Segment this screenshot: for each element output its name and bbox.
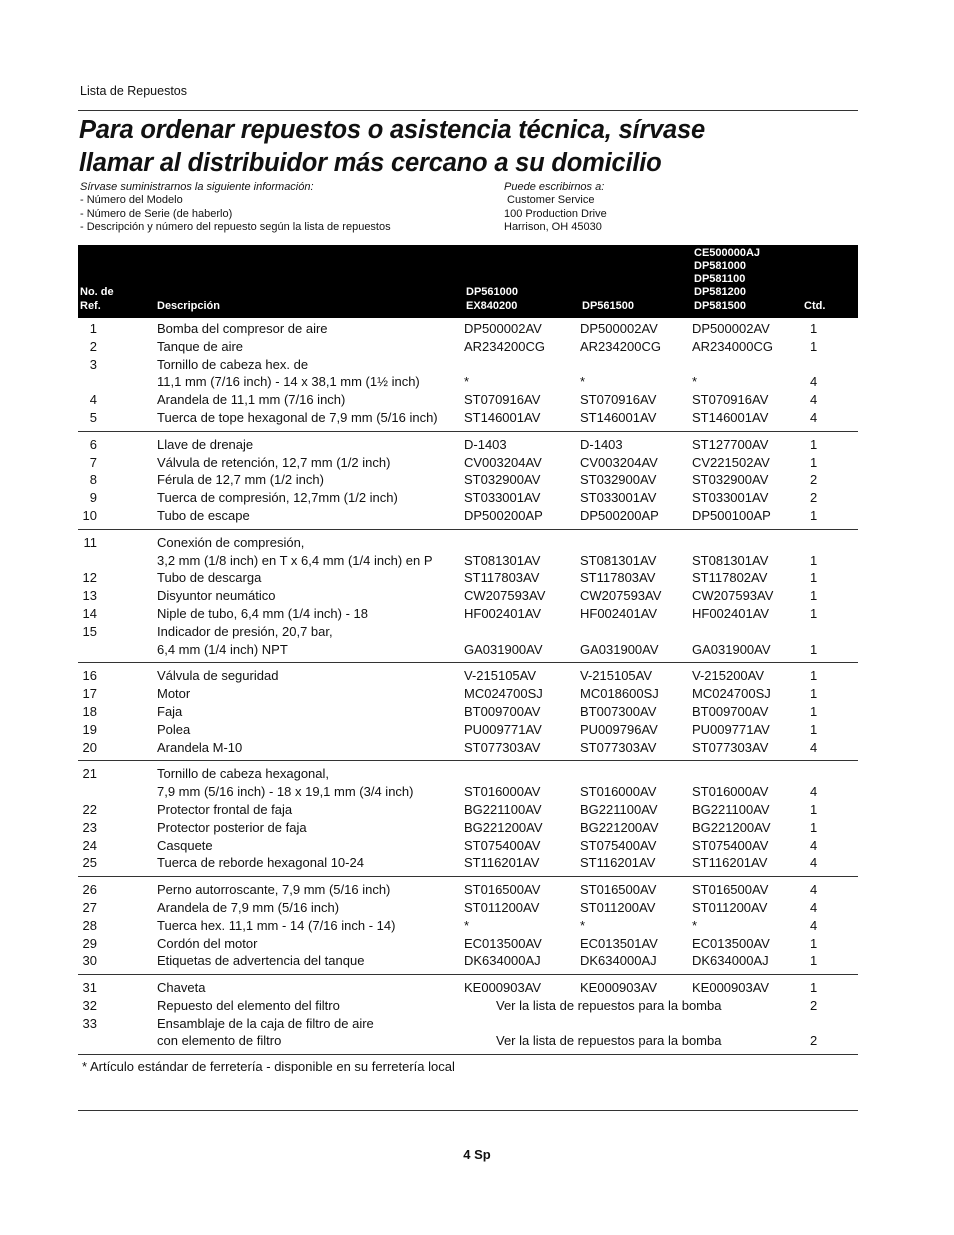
- header-label: Lista de Repuestos: [80, 84, 188, 98]
- part-number-col-b: ST081301AV: [580, 552, 657, 568]
- part-description: Tornillo de cabeza hexagonal,: [157, 766, 330, 782]
- part-description: Tornillo de cabeza hex. de: [157, 356, 309, 372]
- part-number-col-c: ST011200AV: [692, 899, 768, 915]
- quantity: 2: [810, 1033, 818, 1049]
- quantity: 1: [810, 721, 818, 737]
- part-number-col-c: ST033001AV: [692, 490, 769, 506]
- part-number-col-c: DK634000AJ: [692, 953, 769, 969]
- quantity: 1: [810, 668, 818, 684]
- table-row: [78, 979, 858, 997]
- page-title: [79, 114, 859, 180]
- part-number-col-a: DP500200AP: [464, 507, 543, 523]
- part-description: Válvula de seguridad: [157, 668, 279, 684]
- footnote: * Artículo estándar de ferretería - disponible en su ferretería local: [82, 1059, 455, 1074]
- header-model-col-b: DP561500: [582, 299, 634, 312]
- table-row: [78, 952, 858, 970]
- ref-number: 10: [82, 507, 97, 523]
- part-number-col-a: ST081301AV: [464, 552, 541, 568]
- table-row: [78, 391, 858, 409]
- table-row: [78, 783, 858, 801]
- table-row: [78, 641, 858, 659]
- part-number-col-b: ST146001AV: [580, 409, 657, 425]
- see-pump-parts-note: Ver la lista de repuestos para la bomba: [496, 997, 722, 1013]
- part-number-col-c: ST127700AV: [692, 436, 769, 452]
- quantity: 1: [810, 338, 818, 354]
- header-model-col-a: [466, 286, 518, 313]
- header-model-line: EX840200: [466, 299, 518, 312]
- part-number-col-b: V-215105AV: [580, 668, 653, 684]
- table-row: [78, 721, 858, 739]
- table-row: [78, 587, 858, 605]
- part-number-col-c: BG221200AV: [692, 819, 771, 835]
- part-description: Casquete: [157, 837, 213, 853]
- part-number-col-a: ST075400AV: [464, 837, 541, 853]
- table-row: [78, 703, 858, 721]
- title-line-1: Para ordenar repuestos o asistencia técnica, sírvase: [79, 116, 706, 144]
- ref-number: 24: [82, 837, 97, 853]
- part-description: 3,2 mm (1/8 inch) en T x 6,4 mm (1/4 inch) en P: [157, 552, 433, 568]
- group-divider: [78, 431, 858, 432]
- part-number-col-b: ST032900AV: [580, 472, 657, 488]
- table-row: [78, 471, 858, 489]
- ref-number: 1: [89, 321, 97, 336]
- info-request-line: - Descripción y número del repuesto según la lista de repuestos: [80, 221, 391, 234]
- part-number-col-c: ST117802AV: [692, 570, 768, 586]
- part-number-col-c: GA031900AV: [692, 641, 771, 657]
- table-row: [78, 338, 858, 356]
- part-description: 6,4 mm (1/4 inch) NPT: [157, 641, 288, 657]
- part-number-col-b: CV003204AV: [580, 454, 658, 470]
- ref-number: 18: [82, 703, 97, 719]
- page-number: 4 Sp: [463, 1147, 491, 1162]
- quantity: 1: [810, 819, 818, 835]
- table-row: [78, 765, 858, 783]
- header-model-line: DP581500: [694, 299, 746, 312]
- info-request-line: - Número de Serie (de haberlo): [80, 207, 233, 220]
- part-number-col-c: DP500002AV: [692, 321, 770, 336]
- header-model-line: CE500000AJ: [694, 246, 761, 259]
- quantity: 4: [810, 882, 818, 898]
- part-description: Indicador de presión, 20,7 bar,: [157, 623, 333, 639]
- part-number-col-b: ST116201AV: [580, 855, 656, 871]
- part-number-col-c: BT009700AV: [692, 703, 769, 719]
- bottom-rule: [78, 1110, 858, 1111]
- part-number-col-a: *: [464, 374, 470, 390]
- part-number-col-a: V-215105AV: [464, 668, 537, 684]
- part-number-col-a: ST117803AV: [464, 570, 540, 586]
- ref-number: 11: [83, 534, 97, 550]
- part-number-col-a: CW207593AV: [464, 588, 546, 604]
- part-number-col-c: CV221502AV: [692, 454, 770, 470]
- part-number-col-a: ST033001AV: [464, 490, 541, 506]
- part-description: Repuesto del elemento del filtro: [157, 997, 340, 1013]
- part-description: Tuerca de tope hexagonal de 7,9 mm (5/16 inch): [157, 409, 438, 425]
- part-description: 11,1 mm (7/16 inch) - 14 x 38,1 mm (1½ inch): [157, 374, 420, 390]
- part-number-col-a: BG221200AV: [464, 819, 543, 835]
- info-request-lead: Sírvase suministrarnos la siguiente información:: [80, 181, 314, 193]
- part-description: Tuerca hex. 11,1 mm - 14 (7/16 inch - 14): [157, 917, 396, 933]
- part-number-col-a: ST070916AV: [464, 392, 541, 408]
- ref-number: 9: [89, 490, 97, 506]
- part-number-col-b: ST011200AV: [580, 899, 656, 915]
- group-divider: [78, 1054, 858, 1055]
- ref-number: 6: [89, 436, 97, 452]
- mailing-address-line: Customer Service: [504, 194, 595, 207]
- ref-number: 27: [82, 899, 97, 915]
- part-number-col-c: AR234000CG: [692, 338, 773, 354]
- part-description: Bomba del compresor de aire: [157, 321, 328, 336]
- part-number-col-a: ST016500AV: [464, 882, 541, 898]
- quantity: 4: [810, 855, 818, 871]
- part-number-col-c: ST116201AV: [692, 855, 768, 871]
- quantity: 1: [810, 953, 818, 969]
- header-description: Descripción: [157, 299, 220, 312]
- part-description: Disyuntor neumático: [157, 588, 276, 604]
- quantity: 1: [810, 570, 818, 586]
- quantity: 1: [810, 801, 818, 817]
- part-number-col-c: MC024700SJ: [692, 686, 771, 702]
- table-row: [78, 552, 858, 570]
- parts-table-header: [78, 245, 858, 318]
- title-line-2: llamar al distribuidor más cercano a su domicilio: [79, 149, 662, 177]
- part-number-col-b: ST070916AV: [580, 392, 657, 408]
- table-row: [78, 854, 858, 872]
- table-row: [78, 489, 858, 507]
- ref-number: 2: [89, 338, 97, 354]
- part-number-col-a: EC013500AV: [464, 935, 542, 951]
- ref-number: 17: [82, 686, 97, 702]
- table-row: [78, 454, 858, 472]
- part-number-col-c: ST070916AV: [692, 392, 769, 408]
- part-number-col-c: HF002401AV: [692, 605, 770, 621]
- part-number-col-c: ST016000AV: [692, 784, 769, 800]
- part-description: 7,9 mm (5/16 inch) - 18 x 19,1 mm (3/4 inch): [157, 784, 414, 800]
- ref-number: 19: [82, 721, 97, 737]
- part-description: Arandela de 7,9 mm (5/16 inch): [157, 899, 340, 915]
- part-number-col-c: CW207593AV: [692, 588, 774, 604]
- table-row: [78, 409, 858, 427]
- part-number-col-a: ST077303AV: [464, 739, 541, 755]
- part-number-col-c: ST077303AV: [692, 739, 769, 755]
- table-row: [78, 436, 858, 454]
- quantity: 1: [810, 703, 818, 719]
- table-row: [78, 917, 858, 935]
- part-number-col-b: BG221100AV: [580, 801, 658, 817]
- part-description: Ensamblaje de la caja de filtro de aire: [157, 1015, 374, 1031]
- part-number-col-c: DP500100AP: [692, 507, 771, 523]
- part-number-col-a: DK634000AJ: [464, 953, 541, 969]
- header-quantity: Ctd.: [804, 299, 826, 312]
- table-row: [78, 534, 858, 552]
- ref-number: 13: [82, 588, 97, 604]
- part-number-col-b: BG221200AV: [580, 819, 659, 835]
- table-row: [78, 899, 858, 917]
- quantity: 4: [810, 739, 818, 755]
- ref-number: 32: [82, 997, 97, 1013]
- part-number-col-c: *: [692, 374, 698, 390]
- group-divider: [78, 760, 858, 761]
- quantity: 4: [810, 374, 818, 390]
- quantity: 4: [810, 899, 818, 915]
- part-number-col-a: CV003204AV: [464, 454, 542, 470]
- part-number-col-b: EC013501AV: [580, 935, 658, 951]
- part-number-col-b: KE000903AV: [580, 980, 658, 996]
- table-row: [78, 605, 858, 623]
- part-number-col-c: *: [692, 917, 698, 933]
- quantity: 1: [810, 686, 818, 702]
- quantity: 1: [810, 641, 818, 657]
- ref-number: 8: [89, 472, 97, 488]
- part-number-col-a: ST116201AV: [464, 855, 540, 871]
- quantity: 1: [810, 507, 818, 523]
- part-number-col-c: KE000903AV: [692, 980, 770, 996]
- ref-number: 28: [82, 917, 97, 933]
- part-number-col-a: ST016000AV: [464, 784, 541, 800]
- part-description: Protector posterior de faja: [157, 819, 307, 835]
- part-number-col-a: KE000903AV: [464, 980, 542, 996]
- part-description: Niple de tubo, 6,4 mm (1/4 inch) - 18: [157, 605, 368, 621]
- part-number-col-b: DK634000AJ: [580, 953, 657, 969]
- top-rule: [78, 110, 858, 111]
- table-row: [78, 569, 858, 587]
- table-row: [78, 739, 858, 757]
- part-description: Arandela de 11,1 mm (7/16 inch): [157, 392, 346, 408]
- table-row: [78, 373, 858, 391]
- part-description: Válvula de retención, 12,7 mm (1/2 inch): [157, 454, 391, 470]
- part-description: Llave de drenaje: [157, 436, 254, 452]
- part-number-col-a: DP500002AV: [464, 321, 542, 336]
- part-description: con elemento de filtro: [157, 1033, 282, 1049]
- quantity: 4: [810, 784, 818, 800]
- table-row: [78, 881, 858, 899]
- ref-number: 16: [82, 668, 97, 684]
- header-model-line: DP581100: [694, 273, 746, 286]
- table-row: [78, 623, 858, 641]
- part-number-col-b: HF002401AV: [580, 605, 658, 621]
- quantity: 4: [810, 837, 818, 853]
- quantity: 1: [810, 552, 818, 568]
- part-number-col-b: CW207593AV: [580, 588, 662, 604]
- ref-number: 14: [82, 605, 97, 621]
- part-number-col-a: GA031900AV: [464, 641, 543, 657]
- part-number-col-c: BG221100AV: [692, 801, 770, 817]
- header-ref-line: Ref.: [80, 299, 101, 312]
- part-number-col-a: D-1403: [464, 436, 507, 452]
- table-row: [78, 935, 858, 953]
- part-number-col-a: ST032900AV: [464, 472, 541, 488]
- table-row: [78, 667, 858, 685]
- table-row: [78, 837, 858, 855]
- part-number-col-c: ST081301AV: [692, 552, 769, 568]
- ref-number: 22: [82, 801, 97, 817]
- quantity: 1: [810, 588, 818, 604]
- table-row: [78, 997, 858, 1015]
- quantity: 1: [810, 605, 818, 621]
- table-row: [78, 356, 858, 374]
- table-row: [78, 801, 858, 819]
- part-number-col-b: PU009796AV: [580, 721, 658, 737]
- group-divider: [78, 974, 858, 975]
- part-description: Tubo de escape: [157, 507, 250, 523]
- header-ref: [80, 286, 114, 313]
- ref-number: 21: [82, 766, 97, 782]
- ref-number: 31: [82, 980, 97, 996]
- part-description: Motor: [157, 686, 191, 702]
- part-description: Protector frontal de faja: [157, 801, 293, 817]
- quantity: 4: [810, 409, 818, 425]
- table-row: [78, 1032, 858, 1050]
- table-row: [78, 819, 858, 837]
- mailing-address-lead: Puede escribirnos a:: [504, 181, 605, 193]
- part-number-col-a: *: [464, 917, 470, 933]
- part-description: Cordón del motor: [157, 935, 258, 951]
- ref-number: 20: [82, 739, 97, 755]
- part-description: Perno autorroscante, 7,9 mm (5/16 inch): [157, 882, 391, 898]
- ref-number: 7: [89, 454, 97, 470]
- parts-table-body: [78, 320, 858, 1059]
- ref-number: 29: [82, 935, 97, 951]
- part-number-col-a: HF002401AV: [464, 605, 542, 621]
- part-number-col-b: MC018600SJ: [580, 686, 659, 702]
- ref-number: 3: [89, 356, 97, 372]
- quantity: 2: [810, 472, 818, 488]
- part-number-col-b: ST016000AV: [580, 784, 657, 800]
- header-model-line: DP561000: [466, 286, 518, 299]
- part-number-col-a: PU009771AV: [464, 721, 542, 737]
- part-number-col-a: AR234200CG: [464, 338, 545, 354]
- ref-number: 26: [82, 882, 97, 898]
- ref-number: 25: [82, 855, 97, 871]
- mailing-address-line: 100 Production Drive: [504, 207, 607, 220]
- quantity: 1: [810, 321, 818, 336]
- ref-number: 23: [82, 819, 97, 835]
- table-row: [78, 685, 858, 703]
- part-number-col-c: PU009771AV: [692, 721, 770, 737]
- part-number-col-b: *: [580, 917, 586, 933]
- part-number-col-b: ST033001AV: [580, 490, 657, 506]
- quantity: 1: [810, 436, 818, 452]
- part-number-col-c: ST075400AV: [692, 837, 769, 853]
- part-number-col-c: ST016500AV: [692, 882, 769, 898]
- see-pump-parts-note: Ver la lista de repuestos para la bomba: [496, 1033, 722, 1049]
- ref-number: 5: [89, 409, 97, 425]
- part-number-col-c: ST146001AV: [692, 409, 769, 425]
- ref-number: 4: [89, 392, 97, 408]
- table-row: [78, 1015, 858, 1033]
- header-ref-line: No. de: [80, 286, 114, 299]
- part-number-col-c: EC013500AV: [692, 935, 770, 951]
- table-row: [78, 507, 858, 525]
- part-description: Tuerca de compresión, 12,7mm (1/2 inch): [157, 490, 398, 506]
- part-description: Tanque de aire: [157, 338, 244, 354]
- part-number-col-a: BG221100AV: [464, 801, 542, 817]
- part-number-col-b: ST075400AV: [580, 837, 657, 853]
- table-row: [78, 320, 858, 338]
- quantity: 2: [810, 997, 818, 1013]
- quantity: 4: [810, 392, 818, 408]
- mailing-address-block: [504, 181, 607, 235]
- group-divider: [78, 662, 858, 663]
- mailing-address-line: Harrison, OH 45030: [504, 221, 602, 234]
- quantity: 4: [810, 917, 818, 933]
- part-number-col-b: AR234200CG: [580, 338, 661, 354]
- part-description: Faja: [157, 703, 183, 719]
- part-number-col-b: ST016500AV: [580, 882, 657, 898]
- part-description: Conexión de compresión,: [157, 534, 305, 550]
- part-number-col-a: BT009700AV: [464, 703, 541, 719]
- part-number-col-c: V-215200AV: [692, 668, 765, 684]
- header-model-line: DP581000: [694, 259, 746, 272]
- part-number-col-c: ST032900AV: [692, 472, 769, 488]
- ref-number: 15: [82, 623, 97, 639]
- ref-number: 33: [82, 1015, 97, 1031]
- part-description: Tubo de descarga: [157, 570, 262, 586]
- header-model-line: DP581200: [694, 286, 746, 299]
- ref-number: 12: [82, 570, 97, 586]
- info-request-line: - Número del Modelo: [80, 194, 183, 207]
- part-description: Etiquetas de advertencia del tanque: [157, 953, 365, 969]
- part-number-col-b: DP500002AV: [580, 321, 658, 336]
- part-description: Tuerca de reborde hexagonal 10-24: [157, 855, 364, 871]
- part-number-col-b: *: [580, 374, 586, 390]
- part-number-col-b: BT007300AV: [580, 703, 657, 719]
- ref-number: 30: [82, 953, 97, 969]
- part-number-col-a: ST146001AV: [464, 409, 541, 425]
- part-number-col-b: DP500200AP: [580, 507, 659, 523]
- part-description: Arandela M-10: [157, 739, 243, 755]
- part-number-col-a: MC024700SJ: [464, 686, 543, 702]
- part-number-col-b: ST077303AV: [580, 739, 657, 755]
- quantity: 2: [810, 490, 818, 506]
- part-number-col-b: D-1403: [580, 436, 623, 452]
- quantity: 1: [810, 454, 818, 470]
- part-number-col-a: ST011200AV: [464, 899, 540, 915]
- quantity: 1: [810, 935, 818, 951]
- group-divider: [78, 529, 858, 530]
- quantity: 1: [810, 980, 818, 996]
- part-number-col-b: GA031900AV: [580, 641, 659, 657]
- part-number-col-b: ST117803AV: [580, 570, 656, 586]
- info-request-block: [80, 181, 391, 235]
- group-divider: [78, 876, 858, 877]
- part-description: Férula de 12,7 mm (1/2 inch): [157, 472, 324, 488]
- header-model-col-c: [694, 247, 760, 313]
- part-description: Polea: [157, 721, 191, 737]
- part-description: Chaveta: [157, 980, 206, 996]
